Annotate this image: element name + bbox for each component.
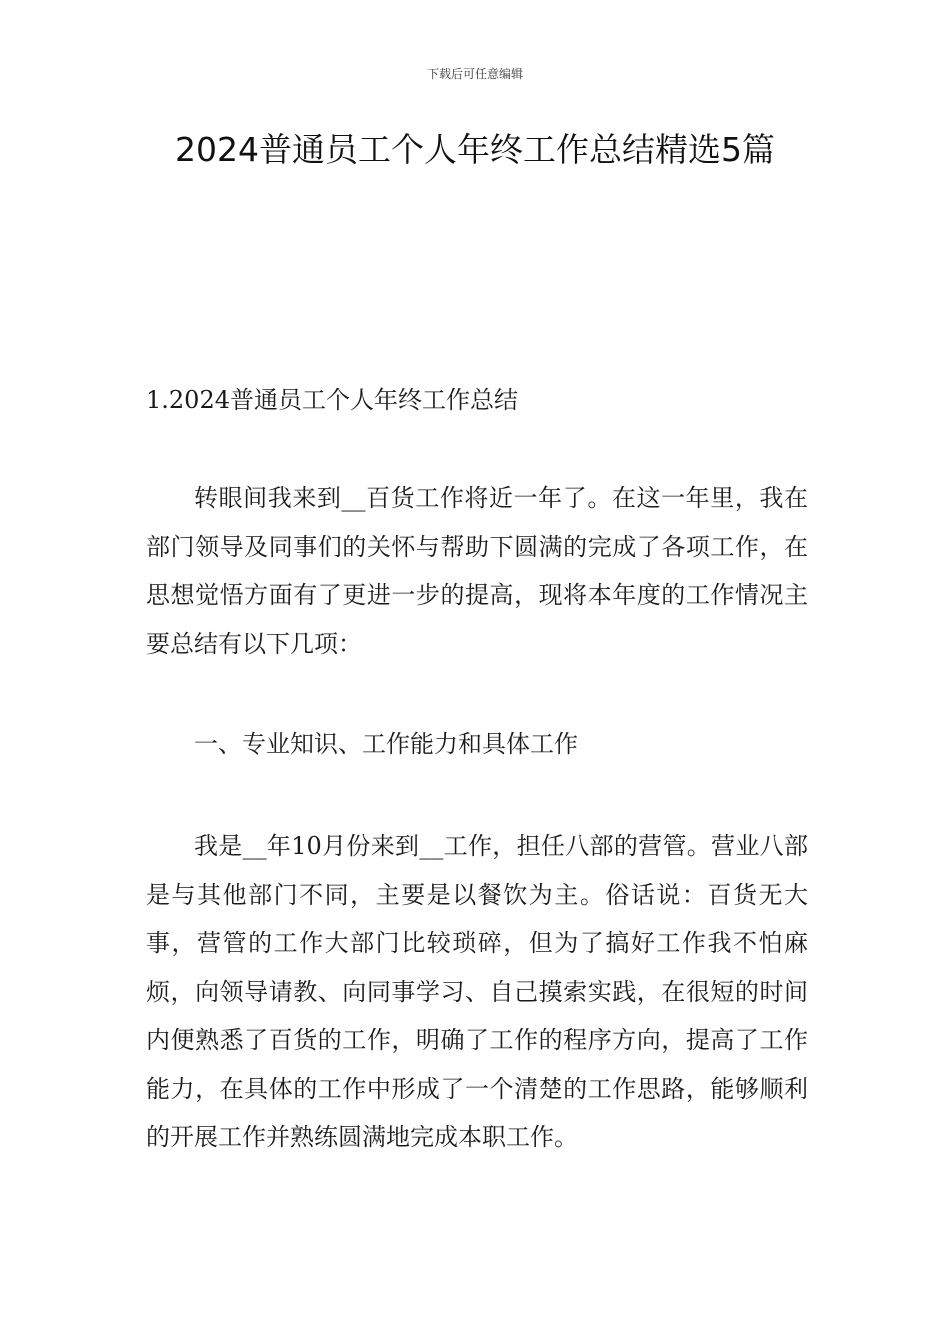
paragraph-block-2	[146, 822, 808, 1162]
paragraph-work-details: 我是__年10月份来到__工作，担任八部的营管。营业八部是与其他部门不同，主要是以餐饮为主。俗话说：百货无大事，营管的工作大部门比较琐碎，但为了搞好工作我不怕麻烦，向领导请教、向同事学习、自己摸索实践，在很短的时间内便熟悉了百货的工作，明确了工作的程序方向，提高了工作能力，在具体的工作中形成了一个清楚的工作思路，能够顺利的开展工作并熟练圆满地完成本职工作。	[146, 832, 808, 1151]
paragraph-block-1	[146, 474, 808, 668]
section-heading: 1.2024普通员工个人年终工作总结	[146, 386, 518, 414]
subheading-professional-knowledge: 一、专业知识、工作能力和具体工作	[194, 730, 578, 758]
header-note: 下载后可任意编辑	[426, 67, 523, 81]
page-title: 2024普通员工个人年终工作总结精选5篇	[175, 130, 775, 169]
paragraph-intro: 转眼间我来到__百货工作将近一年了。在这一年里，我在部门领导及同事们的关怀与帮助下圆满的完成了各项工作，在思想觉悟方面有了更进一步的提高，现将本年度的工作情况主要总结有以下几项：	[146, 484, 808, 658]
